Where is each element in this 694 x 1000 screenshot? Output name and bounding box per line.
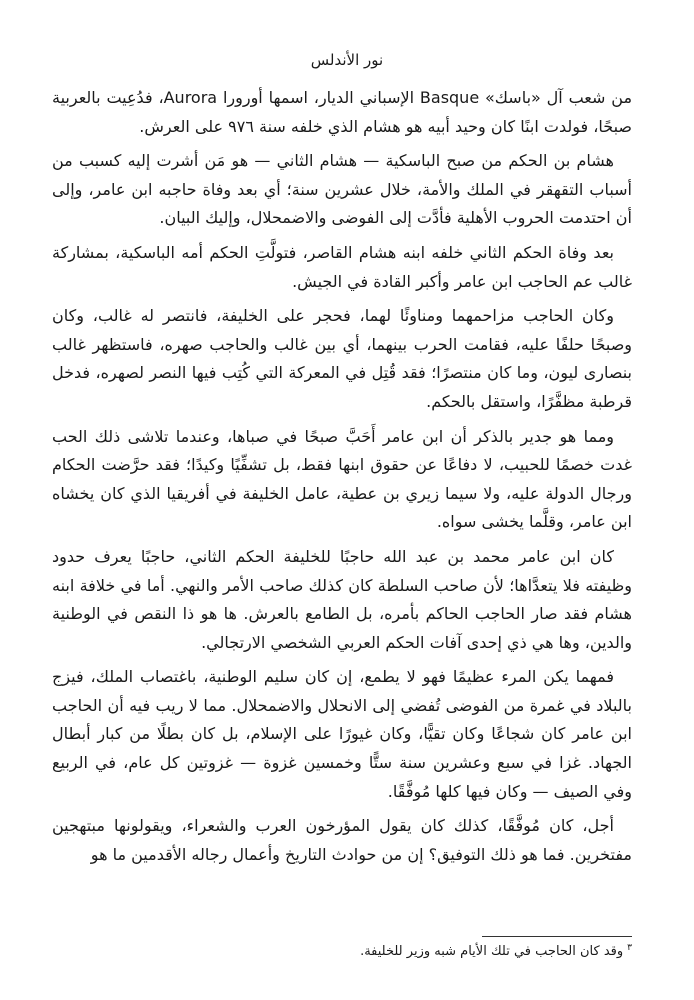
paragraph: أجل، كان مُوفَّقًا، كذلك كان يقول المؤرخون العرب والشعراء، ويقولونها مبتهجين مفتخرين. فما هو ذلك التوفيق؟ إن من حوادث التاريخ وأعمال رجاله الأقدمين ما هو <box>52 816 632 864</box>
paragraph: هشام بن الحكم من صبح الباسكية — هشام الثاني — هو مَن أشرت إليه كسبب من أسباب التقهقر في الملك والأمة، خلال عشرين سنة؛ أي بعد وفاة حاجبه ابن عامر، وإلى أن احتدمت الحروب الأهلية فأدَّت إلى الفوضى والاضمحلال، وإليك البيان. <box>52 151 632 228</box>
footnote-divider <box>482 936 632 937</box>
footnote-text: وقد كان الحاجب في تلك الأيام شبه وزير للخليفة. <box>360 944 624 959</box>
paragraph: ومما هو جدير بالذكر أن ابن عامر أَحَبَّ صبحًا في صباها، وعندما تلاشى ذلك الحب غدت خصمًا للحبيب، لا دفاعًا عن حقوق ابنها فقط، بل تشفِّيًا وكيدًا؛ فقد حرَّضت الحكام ورجال الدولة عليه، ولا سيما زيري بن عطية، عامل الخليفة في أفريقيا الذي كان يخشاه ابن عامر، وقلَّما يخشى سواه. <box>52 426 632 532</box>
body-text <box>52 84 632 875</box>
paragraph: كان ابن عامر محمد بن عبد الله حاجبًا للخليفة الحكم الثاني، حاجبًا يعرف حدود وظيفته فلا يتعدَّاها؛ لأن صاحب السلطة كان كذلك صاحب الأمر والنهي. أما في خلافة ابنه هشام فقد صار الحاجب الحاكم بأمره، بل الطامع بالعرش. ها هو ذا النقص في الوطنية والدين، وها هي ذي إحدى آفات الحكم العربي الشخصي الارتجالي. <box>52 546 632 652</box>
footnote-marker: ٣ <box>627 942 632 953</box>
footnote <box>52 942 632 962</box>
paragraph: وكان الحاجب مزاحمهما ومناوئًا لهما، فحجر على الخليفة، فانتصر له غالب، وكان وصبحًا حلفًا عليه، فقامت الحرب بينهما، أي بين غالب والحاجب صهره، فاستظهر غالب بنصارى ليون، وما كان منتصرًا؛ فقد قُتِل في المعركة التي كُتِب فيها النصر لصهره، فدخل قرطبة مظفَّرًا، واستقل بالحكم. <box>52 306 632 411</box>
paragraph: فمهما يكن المرء عظيمًا فهو لا يطمع، إن كان سليم الوطنية، باغتصاب الملك، فيزج بالبلاد في غمرة من الفوضى تُفضي إلى الانحلال والاضمحلال. مما لا ريب فيه أن الحاجب ابن عامر كان شجاعًا وكان تقيًّا، وكان غيورًا على الإسلام، بل كان بطلًا من كبار أبطال الجهاد. غزا في سبع وعشرين سنة ستًّا وخمسين غزوة — غزوتين كل عام، في الربيع وفي الصيف — وكان فيها كلها مُوفَّقًا. <box>52 667 632 801</box>
paragraph: بعد وفاة الحكم الثاني خلفه ابنه هشام القاصر، فتولَّتِ الحكم أمه الباسكية، بمشاركة غالب عم الحاجب ابن عامر وأكبر القادة في الجيش. <box>52 242 632 291</box>
running-head: نور الأندلس <box>310 51 384 69</box>
paragraph: من شعب آل «باسك» Basque الإسباني الديار، اسمها أورورا Aurora، فدُعِيت بالعربية صبحًا، فولدت ابنًا كان وحيد أبيه هو هشام الذي خلفه سنة ٩٧٦ على العرش. <box>52 88 633 136</box>
